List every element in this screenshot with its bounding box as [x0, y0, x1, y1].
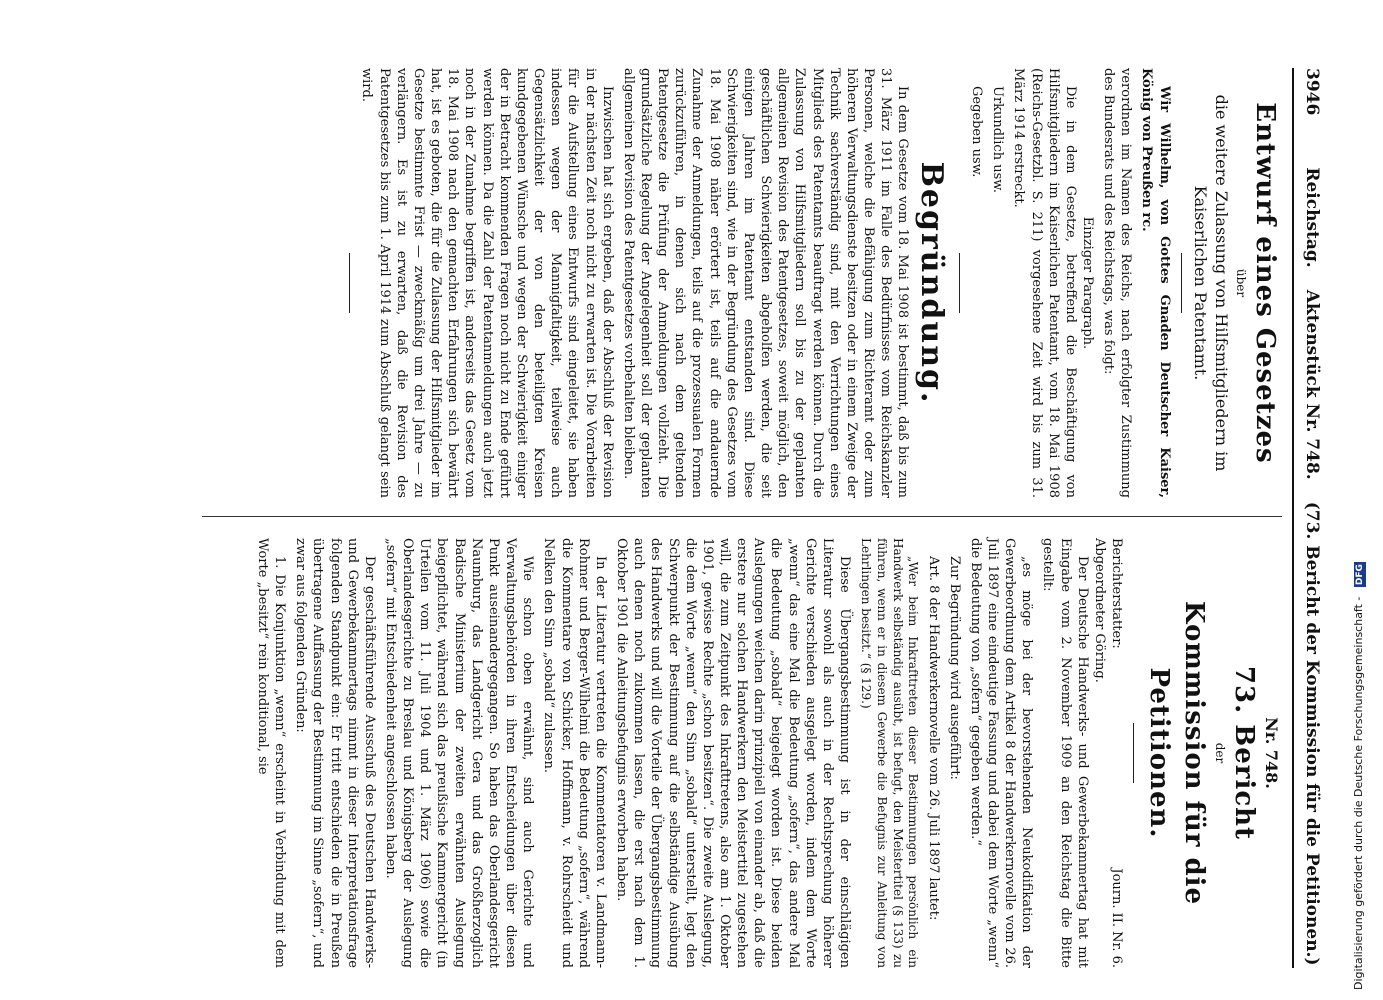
rapporteur-label: Berichterstatter:: [1109, 538, 1125, 649]
closing-given: Gegeben usw.: [969, 86, 985, 178]
column-divider: [202, 516, 1282, 517]
law-subtitle: die weitere Zulassung von Hilfsmitgliedern im Kaiserlichen Patentamt.: [1190, 94, 1231, 472]
file-number: Aktenstück Nr. 748.: [1302, 289, 1322, 480]
commission-title: Kommission für die Petitionen.: [1144, 600, 1209, 906]
rapporteur-row: [1091, 538, 1125, 968]
rapporteur-name: Abgeordneter Göring.: [1091, 538, 1107, 683]
publication-name: Reichstag.: [1302, 167, 1322, 268]
report-title: 73. Bericht: [1228, 665, 1259, 841]
begruendung-paragraph: In dem Gesetze vom 18. Mai 1908 ist bestimmt, daß bis zum 31. März 1911 im Falle des Bedürfnisses vom Reichskanzler Personen, welche die Befähigung zum Richteramt oder zum höheren Verwaltungsdienste besitzen oder in einem Zweige der Technik sachverständig sind, mit den Verrichtungen eines Mitglieds des Patentamts beauftragt werden können. Durch die Zulassung von Hilfsmitgliedern soll bis zu der geplanten allgemeinen Revision des Patentgesetzes, soweit möglich, den geschäftlichen Schwierigkeiten abgeholfen werden, die seit einigen Jahren im Patentamt entstanden sind. Diese Schwierigkeiten sind, wie in der Begründung des Gesetzes vom 18. Mai 1908 näher erörtert ist, teils auf die andauernde Zunahme der Anmeldungen, teils auf die prozessualen Formen zurückzuführen, in denen sich nach dem geltenden Patentgesetze die Prüfung der Anmeldungen vollzieht. Die grundsätzliche Regelung der Angelegenheit soll der geplanten allgemeinen Revision des Patentgesetzes vorbehalten bleiben.: [620, 68, 911, 498]
report-number: Nr. 748.: [1262, 717, 1281, 789]
body-paragraph: Diese Übergangsbestimmung ist in der einschlägigen Literatur sowohl als auch in der Rechtsprechung höherer Gerichte verschieden ausgelegt worden, indem dem Worte „wenn“ das eine Mal die Bedeutung „sofern“, das andere Mal die Bedeutung „sobald“ beigelegt worden ist. Diese beiden Auslegungen weichen darin prinzipiell von einander ab, daß die erstere nur solchen Handwerkern den Meistertitel zugestehen will, die zum Zeitpunkt des Inkrafttretens, also am 1. Oktober 1901, gewisse Rechte „schon besitzen“. Die zweite Auslegung, die dem Worte „wenn“ den Sinn „sobald“ unterstellt, legt den Schwerpunkt der Bestimmung auf die selbständige Ausübung des Handwerks und will die Vorteile der Übergangsbestimmung auch denen noch zukommen lassen, die erst nach dem 1. Oktober 1901 die Anleitungsbefugnis erworben haben.: [614, 538, 853, 968]
numbered-point: 1. Die Konjunktion „wenn“ erscheint in Verbindung mit dem Worte „besitzt“ rein konditional, sie: [254, 538, 288, 968]
divider: [349, 253, 350, 313]
begruendung-heading: Begründung.: [913, 161, 949, 405]
dfg-logo: DFG: [1355, 564, 1365, 586]
preamble-title: Wir Wilhelm, von Gottes Gnaden Deutscher Kaiser, König von Preußen rc.: [1139, 68, 1172, 498]
body-paragraph: Wie schon oben erwähnt, sind auch Gerichte und Verwaltungsbehörden in ihren Entscheidungen über diesen Punkt auseinandergegangen. So haben das Oberlandesgericht Naumburg, das Landgericht Gera und das Großherzoglich Badische Ministerium der zweiten erwähnten Auslegung beigepflichtet, während sich das preußische Kammergericht (in Urteilen vom 11. Juli 1904 und 1. März 1906) sowie die Oberlandesgerichte zu Breslau und Königsberg der Auslegung „sofern“ mit Entschiedenheit angeschlossen haben.: [383, 538, 536, 968]
body-paragraph: Art. 8 der Handwerkernovelle vom 26. Juli 1897 lautet:: [925, 556, 941, 921]
body-paragraph: Der Deutsche Handwerks- und Gewerbekammertag hat mit Eingabe vom 2. November 1909 an den Reichstag die Bitte gestellt:: [1040, 538, 1090, 968]
report-der: der: [1212, 742, 1227, 764]
divider: [1133, 723, 1134, 783]
rotated-sheet: [190, 68, 1330, 968]
digitization-credit-sidebar: [1352, 0, 1380, 1000]
preamble-text: verordnen im Namen des Reichs, nach erfolgter Zustimmung des Bundesrats und des Reichstags, was folgt:: [1101, 68, 1134, 498]
page-header: [1292, 68, 1330, 968]
divider: [1181, 253, 1182, 313]
right-column: [250, 538, 1282, 968]
journal-number: Journ. II. Nr. 6.: [1109, 868, 1125, 968]
paragraph-heading: Einziger Paragraph.: [1080, 216, 1096, 350]
digitization-credit: Digitalisierung gefördert durch die Deutsche Forschungsgemeinschaft -: [1352, 596, 1365, 990]
petition-quote: „es möge bei der bevorstehenden Neukodifikation der Gewerbeordnung dem Artikel 8 der Handwerkernovelle vom 26. Juli 1897 eine eindeutige Fassung und dabei dem Worte „wenn“ die Bedeutung von „sofern“ gegeben werden.“: [967, 538, 1035, 968]
body-paragraph: Zur Begründung wird ausgeführt:: [946, 556, 962, 780]
body-paragraph: Der geschäftsführende Ausschuß des Deutschen Handwerks- und Gewerbekammertags nimmt in dieser Interpretationsfrage folgenden Standpunkt ein: Er tritt entschieden die in Preußen übertragene Auffassung der Bestimmung im Sinne „sofern“, und zwar aus folgenden Gründen:: [293, 538, 377, 968]
header-context: (73. Bericht der Kommission für die Petitionen.): [1302, 501, 1322, 966]
divider: [959, 253, 960, 313]
article-quote: „Wer beim Inkrafttreten dieser Bestimmungen persönlich ein Handwerk selbständig ausübt, ist befugt, den Meistertitel (§ 133) zu führen, wenn er in diesem Gewerbe die Befugnis zur Anleitung von Lehrlingen besitzt.“ (§ 129.): [858, 538, 921, 968]
paragraph-text: Die in dem Gesetze, betreffend die Beschäftigung von Hilfsmitgliedern im Kaiserlichen Patentamt, vom 18. Mai 1908 (Reichs-Gesetzbl. S. 211) vorgesehene Zeit wird bis zum 31. März 1914 erstreckt.: [1011, 68, 1078, 498]
body-paragraph: In der Literatur vertreten die Kommentatoren v. Landmann-Rohmer und Berger-Wilhelmi die Bedeutung „sofern“, während die Kommentare von Schicker, Hoffmann, v. Rohrscheidt und Nelken den Sinn „sobald“ zulassen.: [541, 538, 608, 968]
law-title: Entwurf eines Gesetzes: [1250, 102, 1280, 464]
begruendung-paragraph: Inzwischen hat sich ergeben, daß der Abschluß der Revision in der nächsten Zeit noch nicht zu erwarten ist. Die Vorarbeiten für die Aufstellung eines Entwurfs sind eingeleitet, sie haben indessen wegen der Mannigfaltigkeit, teilweise auch Gegensätzlichkeit der von den beteiligten Kreisen kundgegebenen Wünsche und wegen der Schwierigkeit einiger der in Betracht kommenden Fragen noch nicht zu Ende geführt werden können. Da die Zahl der Patentanmeldungen auch jetzt noch in der Zunahme begriffen ist, anderseits das Gesetz vom 18. Mai 1908 nach den gemachten Erfahrungen sich bewährt hat, ist es geboten, die für die Zulassung der Hilfsmitglieder im Gesetze bestimmte Frist — zweckmäßig um drei Jahre — zu verlängern. Es ist zu erwarten, daß die Revision des Patentgesetzes bis zum 1. April 1914 zum Abschluß gelangt sein wird.: [359, 68, 615, 498]
law-title-uber: über: [1233, 268, 1248, 298]
page-number: 3946: [1302, 68, 1322, 116]
closing-certified: Urkundlich usw.: [990, 86, 1006, 193]
left-column: [341, 68, 1282, 498]
